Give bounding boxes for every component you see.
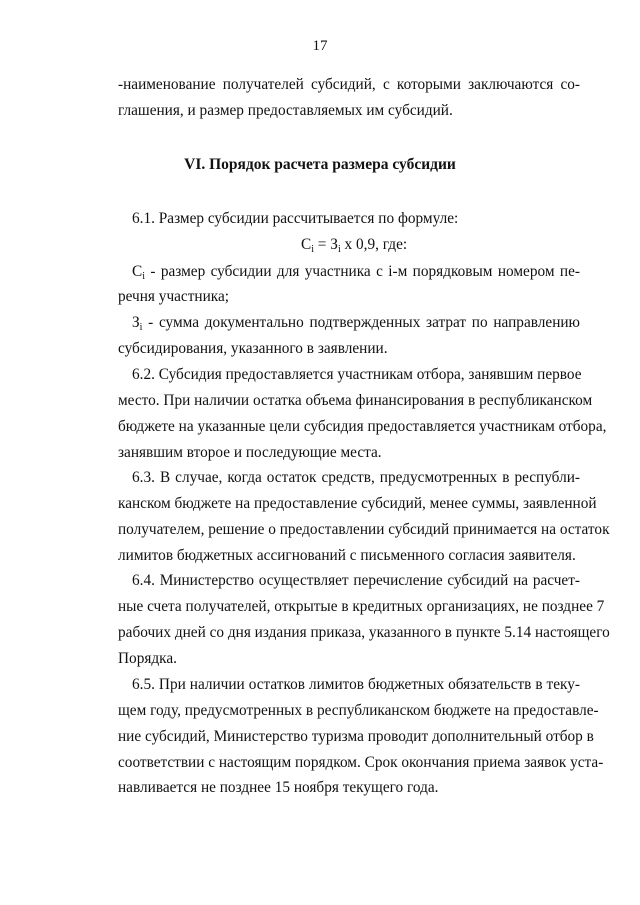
p64-line-2: ные счета получателей, открытые в кредитных организациях, не позднее 7 <box>118 598 605 615</box>
p63-line-3: получателем, решение о предоставлении субсидий принимается на остаток <box>118 521 610 538</box>
def-c-symbol: С <box>132 263 143 280</box>
p64-line-4: Порядка. <box>118 650 177 667</box>
p62-line-2: место. При наличии остатка объема финансирования в республиканском <box>118 392 593 409</box>
p62-line-4: занявшим второе и последующие места. <box>118 444 382 461</box>
p61-line-1: 6.1. Размер субсидии рассчитывается по формуле: <box>132 210 459 227</box>
intro-line-1: -наименование получателей субсидий, с которыми заключаются со- <box>118 76 580 93</box>
p64-line-3: рабочих дней со дня издания приказа, указанного в пункте 5.14 настоящего <box>118 624 610 641</box>
p64-line-1: 6.4. Министерство осуществляет перечисление субсидий на расчет- <box>132 572 580 589</box>
formula-lhs: С <box>301 236 312 253</box>
p65-line-2: щем году, предусмотренных в республиканском бюджете на предоставле- <box>118 702 599 719</box>
p63-line-2: канском бюджете на предоставление субсидий, менее суммы, заявленной <box>118 495 597 512</box>
p62-line-1: 6.2. Субсидия предоставляется участникам отбора, занявшим первое <box>132 366 582 383</box>
def-z-sub: i <box>139 322 143 333</box>
def-z-line-2: субсидирования, указанного в заявлении. <box>118 340 388 357</box>
formula-rhs-sub: i <box>337 244 341 255</box>
p63-line-4: лимитов бюджетных ассигнований с письменного согласия заявителя. <box>118 547 576 564</box>
formula <box>301 236 407 255</box>
def-c-line-2: речня участника; <box>118 288 230 305</box>
def-c-text: - размер субсидии для участника с i-м порядковым номером пе- <box>144 263 580 280</box>
p63-line-1: 6.3. В случае, когда остаток средств, предусмотренных в республи- <box>132 469 580 486</box>
def-c-line-1 <box>132 263 580 286</box>
p65-line-1: 6.5. При наличии остатков лимитов бюджетных обязательств в теку- <box>132 676 580 693</box>
intro-line-2: глашения, и размер предоставляемых им субсидий. <box>118 102 453 119</box>
p65-line-5: навливается не позднее 15 ноября текущего года. <box>118 779 439 796</box>
p65-line-4: соответствии с настоящим порядком. Срок окончания приема заявок уста- <box>118 754 604 771</box>
formula-lhs-sub: i <box>311 244 314 255</box>
def-z-symbol: З <box>132 314 140 331</box>
def-c-sub: i <box>142 271 145 282</box>
def-z-line-1 <box>132 314 580 337</box>
def-z-text: - сумма документально подтвержденных затрат по направлению <box>142 314 580 331</box>
page-number: 17 <box>312 38 328 54</box>
formula-tail: х 0,9, где: <box>340 236 408 253</box>
section-heading: VI. Порядок расчета размера субсидии <box>184 156 456 173</box>
p65-line-3: ние субсидий, Министерство туризма проводит дополнительный отбор в <box>118 728 594 745</box>
p62-line-3: бюджете на указанные цели субсидия предоставляется участникам отбора, <box>118 418 607 435</box>
formula-eq: = З <box>313 236 338 253</box>
